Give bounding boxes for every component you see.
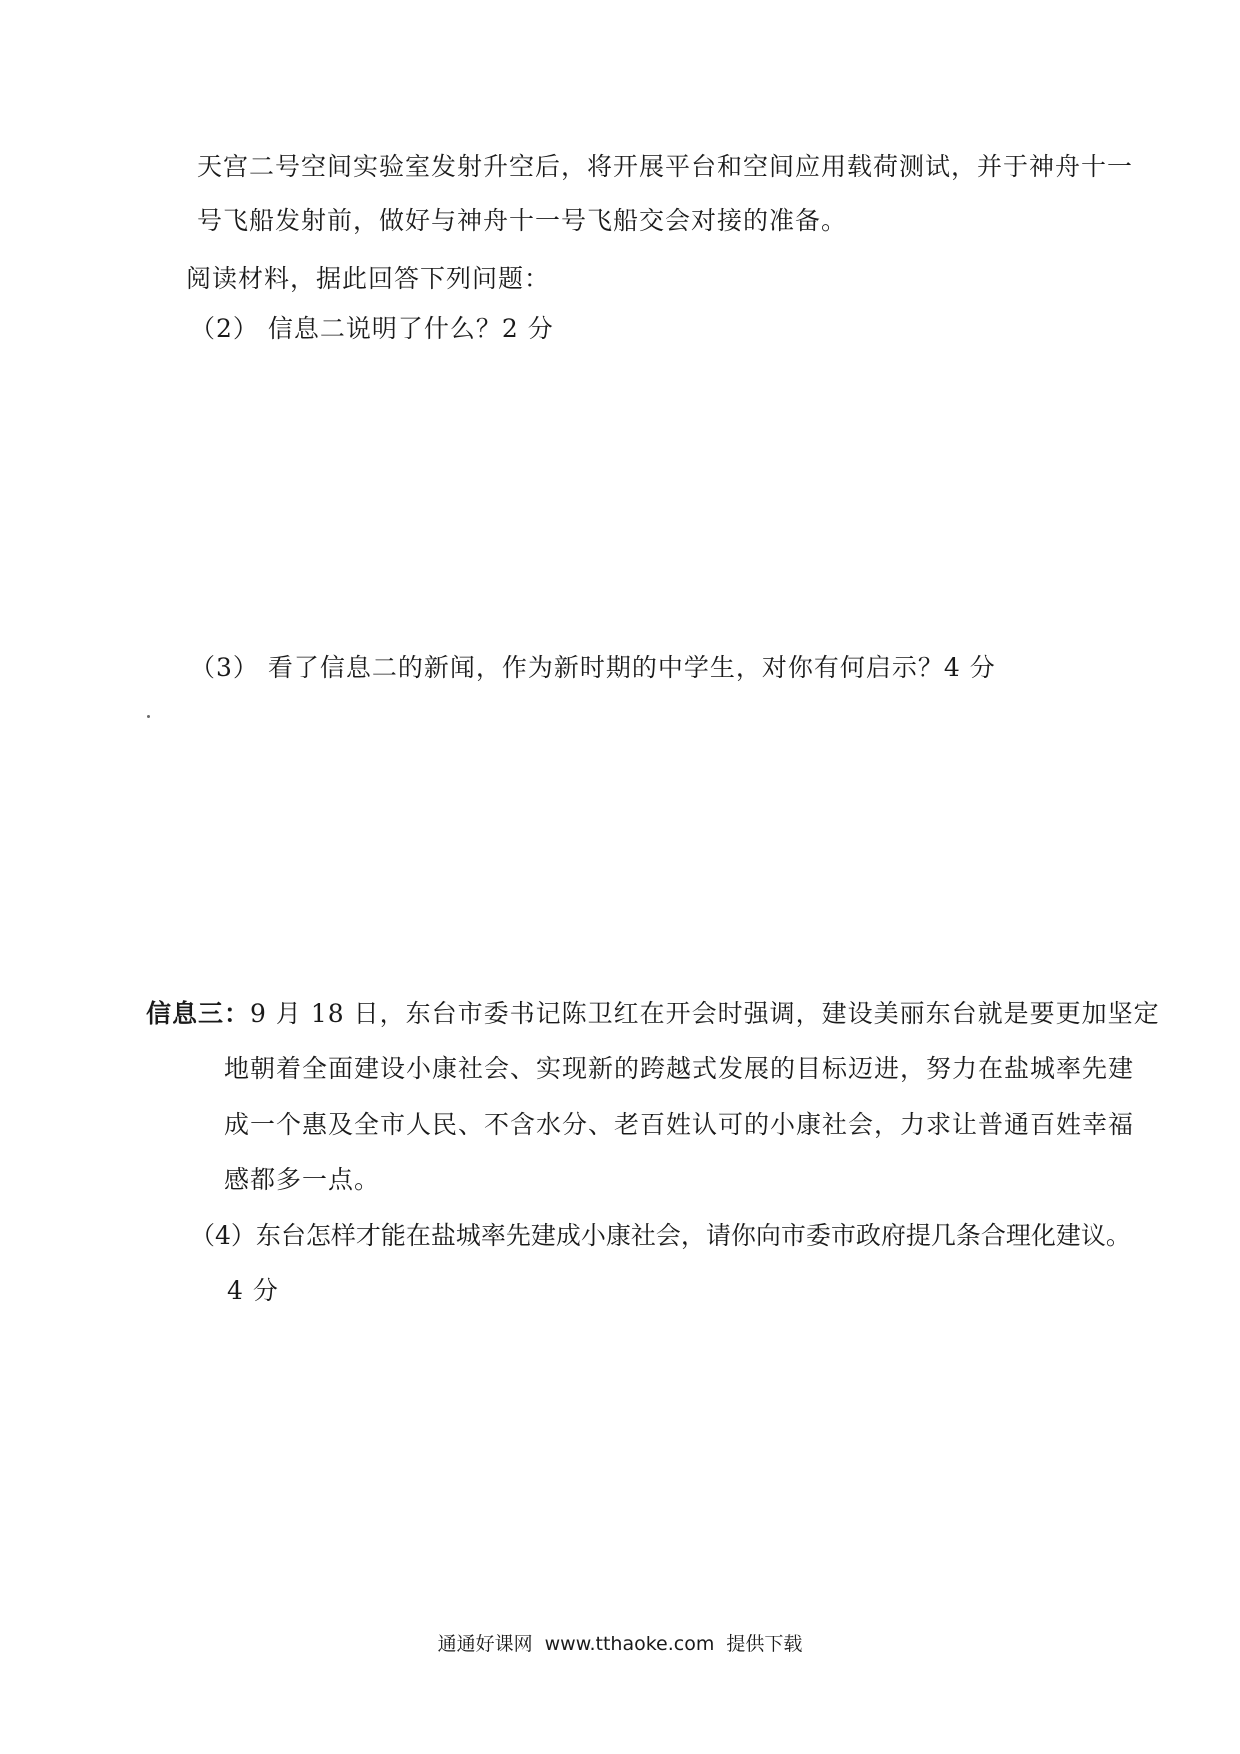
scan-speck bbox=[147, 715, 150, 718]
info-3-label: 信息三： bbox=[146, 999, 251, 1028]
info-3-line-2: 地朝着全面建设小康社会、实现新的跨越式发展的目标迈进，努力在盐城率先建 bbox=[224, 1054, 1135, 1083]
page-footer bbox=[0, 1632, 1240, 1656]
question-2: （2） 信息二说明了什么？2 分 bbox=[190, 314, 554, 343]
passage-line-2: 号飞船发射前，做好与神舟十一号飞船交会对接的准备。 bbox=[197, 206, 848, 235]
question-3: （3） 看了信息二的新闻，作为新时期的中学生，对你有何启示？4 分 bbox=[190, 653, 996, 682]
footer-url[interactable]: www.tthaoke.com bbox=[544, 1633, 715, 1655]
passage-line-1: 天宫二号空间实验室发射升空后，将开展平台和空间应用载荷测试，并于神舟十一 bbox=[197, 152, 1134, 181]
info-3-line-3: 成一个惠及全市人民、不含水分、老百姓认可的小康社会，力求让普通百姓幸福 bbox=[224, 1110, 1135, 1139]
info-3-text-1: 9 月 18 日，东台市委书记陈卫红在开会时强调，建设美丽东台就是要更加坚定 bbox=[250, 999, 1160, 1028]
info-3-line-1 bbox=[146, 998, 1160, 1030]
info-3-line-4: 感都多一点。 bbox=[224, 1165, 381, 1194]
instruction-text: 阅读材料，据此回答下列问题： bbox=[186, 264, 551, 293]
footer-suffix: 提供下载 bbox=[726, 1633, 803, 1655]
footer-site-name: 通通好课网 bbox=[437, 1633, 533, 1655]
question-4-line-2: 4 分 bbox=[227, 1276, 279, 1305]
question-4-line-1: （4）东台怎样才能在盐城率先建成小康社会，请你向市委市政府提几条合理化建议。 bbox=[190, 1221, 1131, 1250]
